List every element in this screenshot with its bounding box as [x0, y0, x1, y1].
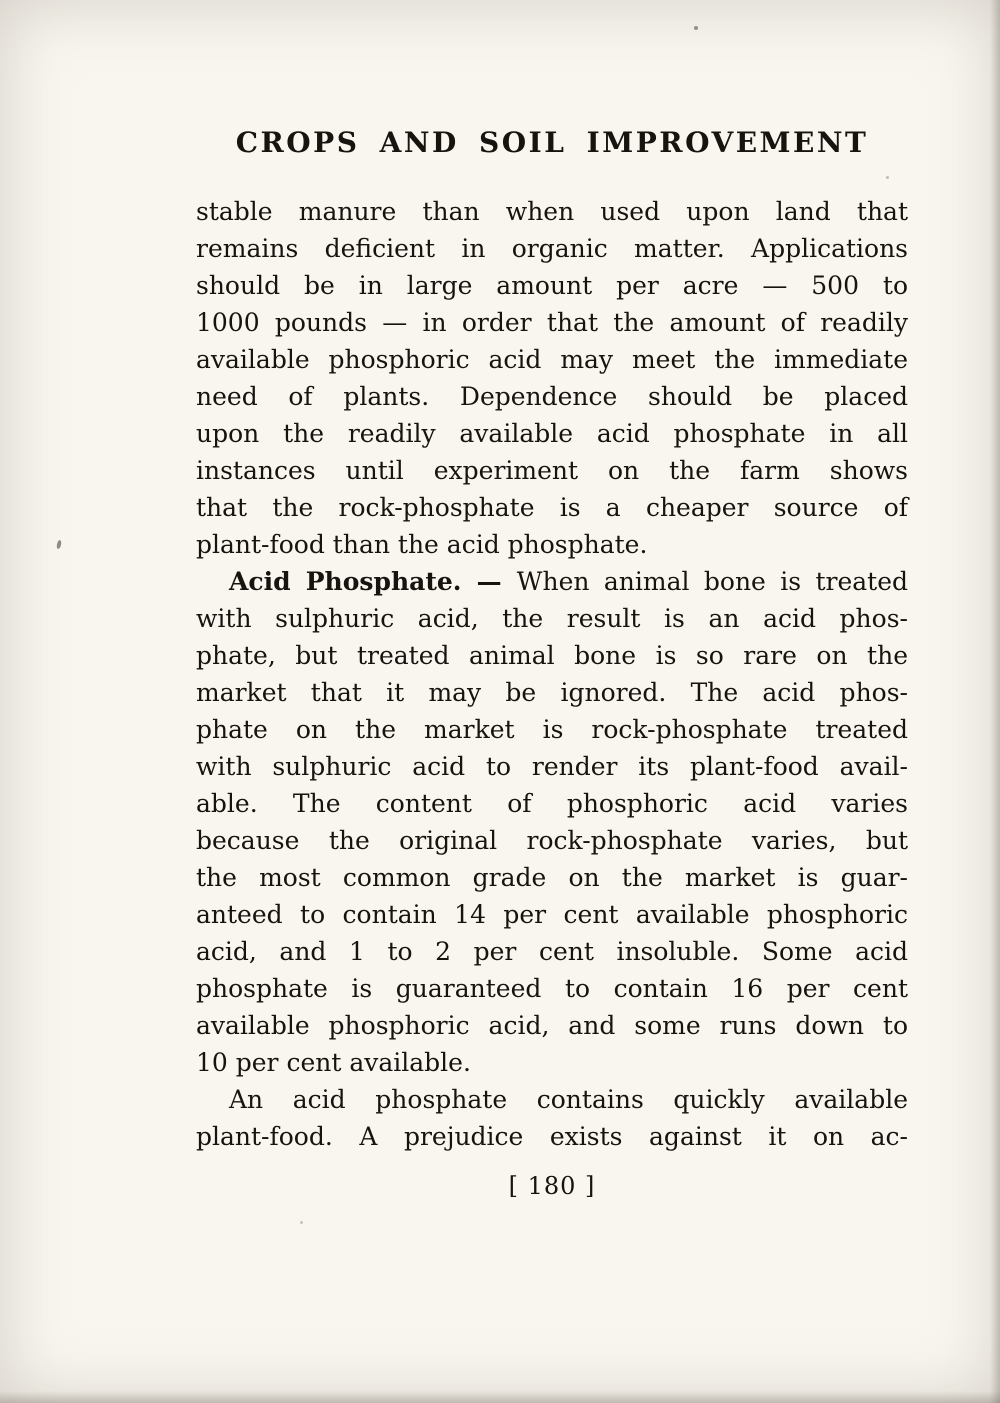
text-line: the most common grade on the market is guar-	[196, 863, 908, 892]
text-line: upon the readily available acid phosphate in all	[196, 419, 908, 448]
text-line: Acid Phosphate. — When animal bone is treated	[229, 567, 908, 596]
text-line: because the original rock-phosphate varies, but	[196, 826, 908, 855]
text-line: able. The content of phosphoric acid varies	[196, 789, 908, 818]
text-line: phate, but treated animal bone is so rare on the	[196, 641, 908, 670]
page-number: [ 180 ]	[508, 1172, 596, 1200]
text-line: available phosphoric acid may meet the immediate	[196, 345, 908, 374]
page-edge-shadow-right	[990, 0, 1000, 1403]
paragraph-lead: Acid Phosphate. —	[229, 567, 517, 596]
text-line: plant-food than the acid phosphate.	[196, 530, 648, 559]
text-line: anteed to contain 14 per cent available phosphoric	[196, 900, 908, 929]
text-line: available phosphoric acid, and some runs down to	[196, 1011, 908, 1040]
text-line: phosphate is guaranteed to contain 16 per cent	[196, 974, 908, 1003]
page-body	[196, 193, 908, 1155]
scan-artifact-dot	[694, 26, 698, 30]
page-edge-shadow-bottom	[0, 1391, 1000, 1403]
text-line: stable manure than when used upon land that	[196, 197, 908, 226]
text-line: that the rock-phosphate is a cheaper source of	[196, 493, 908, 522]
paragraph	[196, 1081, 908, 1155]
page-header: CROPS AND SOIL IMPROVEMENT	[235, 126, 869, 159]
text-line: with sulphuric acid to render its plant-food avail-	[196, 752, 908, 781]
scan-artifact-mark	[56, 540, 62, 550]
text-block	[196, 124, 908, 1205]
text-line: with sulphuric acid, the result is an acid phos-	[196, 604, 908, 633]
text-line: 1000 pounds — in order that the amount of readily	[196, 308, 908, 337]
paragraph	[196, 563, 908, 1081]
paragraph	[196, 193, 908, 563]
scan-artifact-speck	[300, 1221, 303, 1224]
text-line: market that it may be ignored. The acid phos-	[196, 678, 908, 707]
text-line: An acid phosphate contains quickly available	[229, 1085, 908, 1114]
text-line: remains deficient in organic matter. Applications	[196, 234, 908, 263]
text-line: need of plants. Dependence should be placed	[196, 382, 908, 411]
text-line: plant-food. A prejudice exists against it on ac-	[196, 1122, 908, 1151]
text-line: phate on the market is rock-phosphate treated	[196, 715, 908, 744]
text-line: instances until experiment on the farm shows	[196, 456, 908, 485]
text-line: 10 per cent available.	[196, 1048, 471, 1077]
text-line: should be in large amount per acre — 500 to	[196, 271, 908, 300]
text-line: acid, and 1 to 2 per cent insoluble. Some acid	[196, 937, 908, 966]
